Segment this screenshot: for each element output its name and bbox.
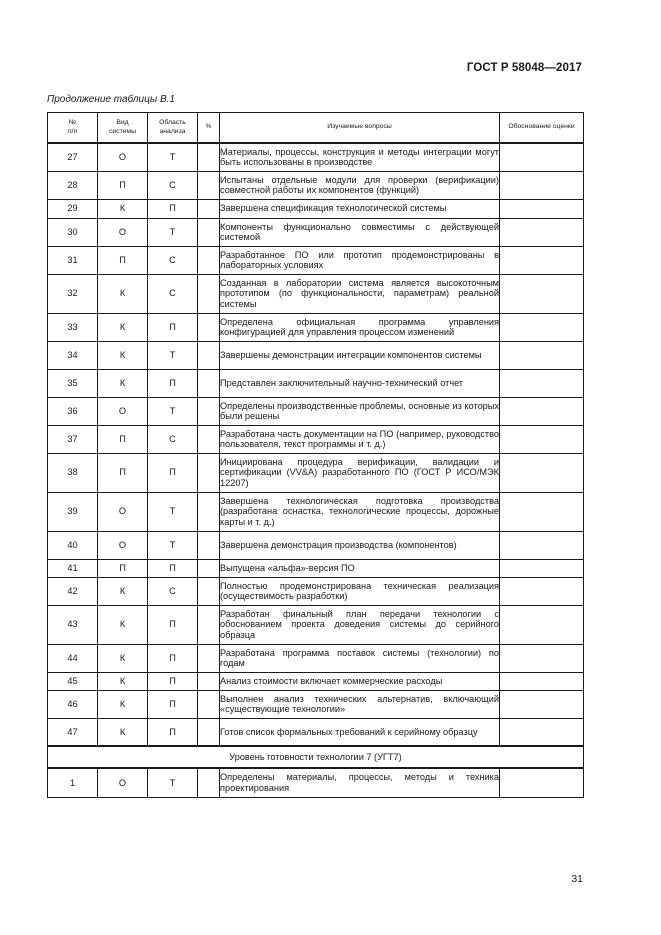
question-cell: Анализ стоимости включает коммерческие расходы <box>220 672 500 690</box>
col-header-system-type: Вид системы <box>98 113 148 144</box>
analysis-area-cell: П <box>148 313 198 341</box>
justification-cell <box>500 397 584 425</box>
system-type-cell: К <box>98 644 148 672</box>
system-type-cell: К <box>98 313 148 341</box>
system-type-cell: К <box>98 274 148 313</box>
justification-cell <box>500 690 584 718</box>
question-cell: Определена официальная программа управления конфигурацией для управления процессом изменений <box>220 313 500 341</box>
percent-cell <box>198 199 220 218</box>
percent-cell <box>198 718 220 746</box>
row-number: 37 <box>48 425 98 453</box>
question-cell: Разработанное ПО или прототип продемонстрированы в лабораторных условиях <box>220 246 500 274</box>
percent-cell <box>198 218 220 246</box>
table-row <box>48 218 584 246</box>
justification-cell <box>500 313 584 341</box>
table-row <box>48 577 584 605</box>
justification-cell <box>500 143 584 171</box>
row-number: 44 <box>48 644 98 672</box>
percent-cell <box>198 397 220 425</box>
question-cell: Завершена технологическая подготовка производства (разработана оснастка, технологические процессы, дорожные карты и т. д.) <box>220 492 500 531</box>
percent-cell <box>198 605 220 644</box>
row-number: 38 <box>48 453 98 492</box>
justification-cell <box>500 718 584 746</box>
system-type-cell: О <box>98 218 148 246</box>
justification-cell <box>500 369 584 397</box>
analysis-area-cell: П <box>148 559 198 577</box>
table-row <box>48 425 584 453</box>
analysis-area-cell: П <box>148 672 198 690</box>
row-number: 30 <box>48 218 98 246</box>
question-cell: Инициирована процедура верификации, валидации и сертификации (VV&A) разработанного ПО (ГОСТ Р ИСО/МЭК 12207) <box>220 453 500 492</box>
col-header-analysis-area: Область анализа <box>148 113 198 144</box>
row-number: 45 <box>48 672 98 690</box>
percent-cell <box>198 559 220 577</box>
system-type-cell: П <box>98 453 148 492</box>
percent-cell <box>198 143 220 171</box>
analysis-area-cell: П <box>148 199 198 218</box>
page-number: 31 <box>571 873 583 885</box>
system-type-cell: К <box>98 690 148 718</box>
table-row <box>48 246 584 274</box>
row-number: 46 <box>48 690 98 718</box>
row-number: 28 <box>48 171 98 199</box>
percent-cell <box>198 246 220 274</box>
system-type-cell: О <box>98 531 148 559</box>
system-type-cell: П <box>98 425 148 453</box>
analysis-area-cell: С <box>148 425 198 453</box>
system-type-cell: О <box>98 492 148 531</box>
table-row <box>48 531 584 559</box>
justification-cell <box>500 768 584 797</box>
analysis-area-cell: П <box>148 605 198 644</box>
system-type-cell: К <box>98 672 148 690</box>
row-number: 36 <box>48 397 98 425</box>
row-number: 39 <box>48 492 98 531</box>
justification-cell <box>500 274 584 313</box>
analysis-area-cell: П <box>148 369 198 397</box>
col-header-justification: Обоснование оценки <box>500 113 584 144</box>
percent-cell <box>198 577 220 605</box>
question-cell: Представлен заключительный научно-технический отчет <box>220 369 500 397</box>
justification-cell <box>500 218 584 246</box>
question-cell: Полностью продемонстрирована техническая реализация (осуществимость разработки) <box>220 577 500 605</box>
table-row <box>48 199 584 218</box>
justification-cell <box>500 644 584 672</box>
justification-cell <box>500 453 584 492</box>
question-cell: Компоненты функционально совместимы с действующей системой <box>220 218 500 246</box>
system-type-cell: П <box>98 246 148 274</box>
table-caption: Продолжение таблицы В.1 <box>47 94 175 105</box>
question-cell: Завершена демонстрация производства (компонентов) <box>220 531 500 559</box>
justification-cell <box>500 199 584 218</box>
percent-cell <box>198 341 220 369</box>
row-number: 41 <box>48 559 98 577</box>
question-cell: Выполнен анализ технических альтернатив, включающий «существующие технологии» <box>220 690 500 718</box>
table-header-row <box>48 113 584 144</box>
justification-cell <box>500 605 584 644</box>
col-header-questions: Изучаемые вопросы <box>220 113 500 144</box>
percent-cell <box>198 369 220 397</box>
analysis-area-cell: Т <box>148 397 198 425</box>
percent-cell <box>198 768 220 797</box>
section-header-row <box>48 746 584 768</box>
justification-cell <box>500 171 584 199</box>
percent-cell <box>198 171 220 199</box>
system-type-cell: О <box>98 397 148 425</box>
percent-cell <box>198 531 220 559</box>
question-cell: Завершены демонстрации интеграции компонентов системы <box>220 341 500 369</box>
analysis-area-cell: С <box>148 246 198 274</box>
analysis-area-cell: П <box>148 644 198 672</box>
analysis-area-cell: П <box>148 453 198 492</box>
system-type-cell: К <box>98 369 148 397</box>
question-cell: Определены материалы, процессы, методы и техника проектирования <box>220 768 500 797</box>
analysis-area-cell: Т <box>148 531 198 559</box>
row-number: 1 <box>48 768 98 797</box>
table-row <box>48 313 584 341</box>
question-cell: Разработана программа поставок системы (технологии) по годам <box>220 644 500 672</box>
justification-cell <box>500 672 584 690</box>
row-number: 27 <box>48 143 98 171</box>
row-number: 31 <box>48 246 98 274</box>
table-row <box>48 274 584 313</box>
row-number: 32 <box>48 274 98 313</box>
justification-cell <box>500 531 584 559</box>
justification-cell <box>500 425 584 453</box>
percent-cell <box>198 425 220 453</box>
justification-cell <box>500 341 584 369</box>
analysis-area-cell: С <box>148 577 198 605</box>
table-row <box>48 397 584 425</box>
readiness-table <box>47 112 584 798</box>
question-cell: Материалы, процессы, конструкция и методы интеграции могут быть использованы в производстве <box>220 143 500 171</box>
row-number: 47 <box>48 718 98 746</box>
analysis-area-cell: П <box>148 718 198 746</box>
system-type-cell: К <box>98 199 148 218</box>
percent-cell <box>198 453 220 492</box>
analysis-area-cell: С <box>148 274 198 313</box>
row-number: 33 <box>48 313 98 341</box>
table-row <box>48 672 584 690</box>
question-cell: Готов список формальных требований к серийному образцу <box>220 718 500 746</box>
system-type-cell: П <box>98 171 148 199</box>
row-number: 34 <box>48 341 98 369</box>
system-type-cell: О <box>98 768 148 797</box>
row-number: 35 <box>48 369 98 397</box>
row-number: 40 <box>48 531 98 559</box>
percent-cell <box>198 644 220 672</box>
percent-cell <box>198 313 220 341</box>
percent-cell <box>198 274 220 313</box>
row-number: 43 <box>48 605 98 644</box>
question-cell: Разработана часть документации на ПО (например, руководство пользователя, текст программы и т. д.) <box>220 425 500 453</box>
system-type-cell: К <box>98 605 148 644</box>
table-row <box>48 453 584 492</box>
standard-number: ГОСТ Р 58048—2017 <box>466 62 582 74</box>
percent-cell <box>198 672 220 690</box>
row-number: 29 <box>48 199 98 218</box>
section-title: Уровень готовности технологии 7 (УГТ7) <box>48 746 584 768</box>
table-row <box>48 171 584 199</box>
percent-cell <box>198 690 220 718</box>
question-cell: Созданная в лаборатории система является высокоточным прототипом (по функциональности, параметрам) реальной системы <box>220 274 500 313</box>
analysis-area-cell: С <box>148 171 198 199</box>
table-row <box>48 605 584 644</box>
analysis-area-cell: Т <box>148 143 198 171</box>
analysis-area-cell: Т <box>148 492 198 531</box>
row-number: 42 <box>48 577 98 605</box>
system-type-cell: К <box>98 341 148 369</box>
analysis-area-cell: Т <box>148 341 198 369</box>
justification-cell <box>500 559 584 577</box>
analysis-area-cell: Т <box>148 218 198 246</box>
system-type-cell: К <box>98 718 148 746</box>
question-cell: Выпущена «альфа»-версия ПО <box>220 559 500 577</box>
table-row <box>48 492 584 531</box>
table-row <box>48 341 584 369</box>
justification-cell <box>500 246 584 274</box>
table-row <box>48 644 584 672</box>
col-header-percent: % <box>198 113 220 144</box>
system-type-cell: О <box>98 143 148 171</box>
col-header-number: № п/п <box>48 113 98 144</box>
system-type-cell: К <box>98 577 148 605</box>
table-row <box>48 369 584 397</box>
table-row <box>48 768 584 797</box>
table-row <box>48 559 584 577</box>
question-cell: Разработан финальный план передачи технологии с обоснованием проекта доведения системы до серийного образца <box>220 605 500 644</box>
question-cell: Испытаны отдельные модули для проверки (верификации) совместной работы их компонентов (функций) <box>220 171 500 199</box>
question-cell: Завершена спецификация технологической системы <box>220 199 500 218</box>
system-type-cell: П <box>98 559 148 577</box>
table-row <box>48 143 584 171</box>
percent-cell <box>198 492 220 531</box>
table-row <box>48 718 584 746</box>
justification-cell <box>500 577 584 605</box>
question-cell: Определены производственные проблемы, основные из которых были решены <box>220 397 500 425</box>
analysis-area-cell: Т <box>148 768 198 797</box>
table-row <box>48 690 584 718</box>
justification-cell <box>500 492 584 531</box>
analysis-area-cell: П <box>148 690 198 718</box>
